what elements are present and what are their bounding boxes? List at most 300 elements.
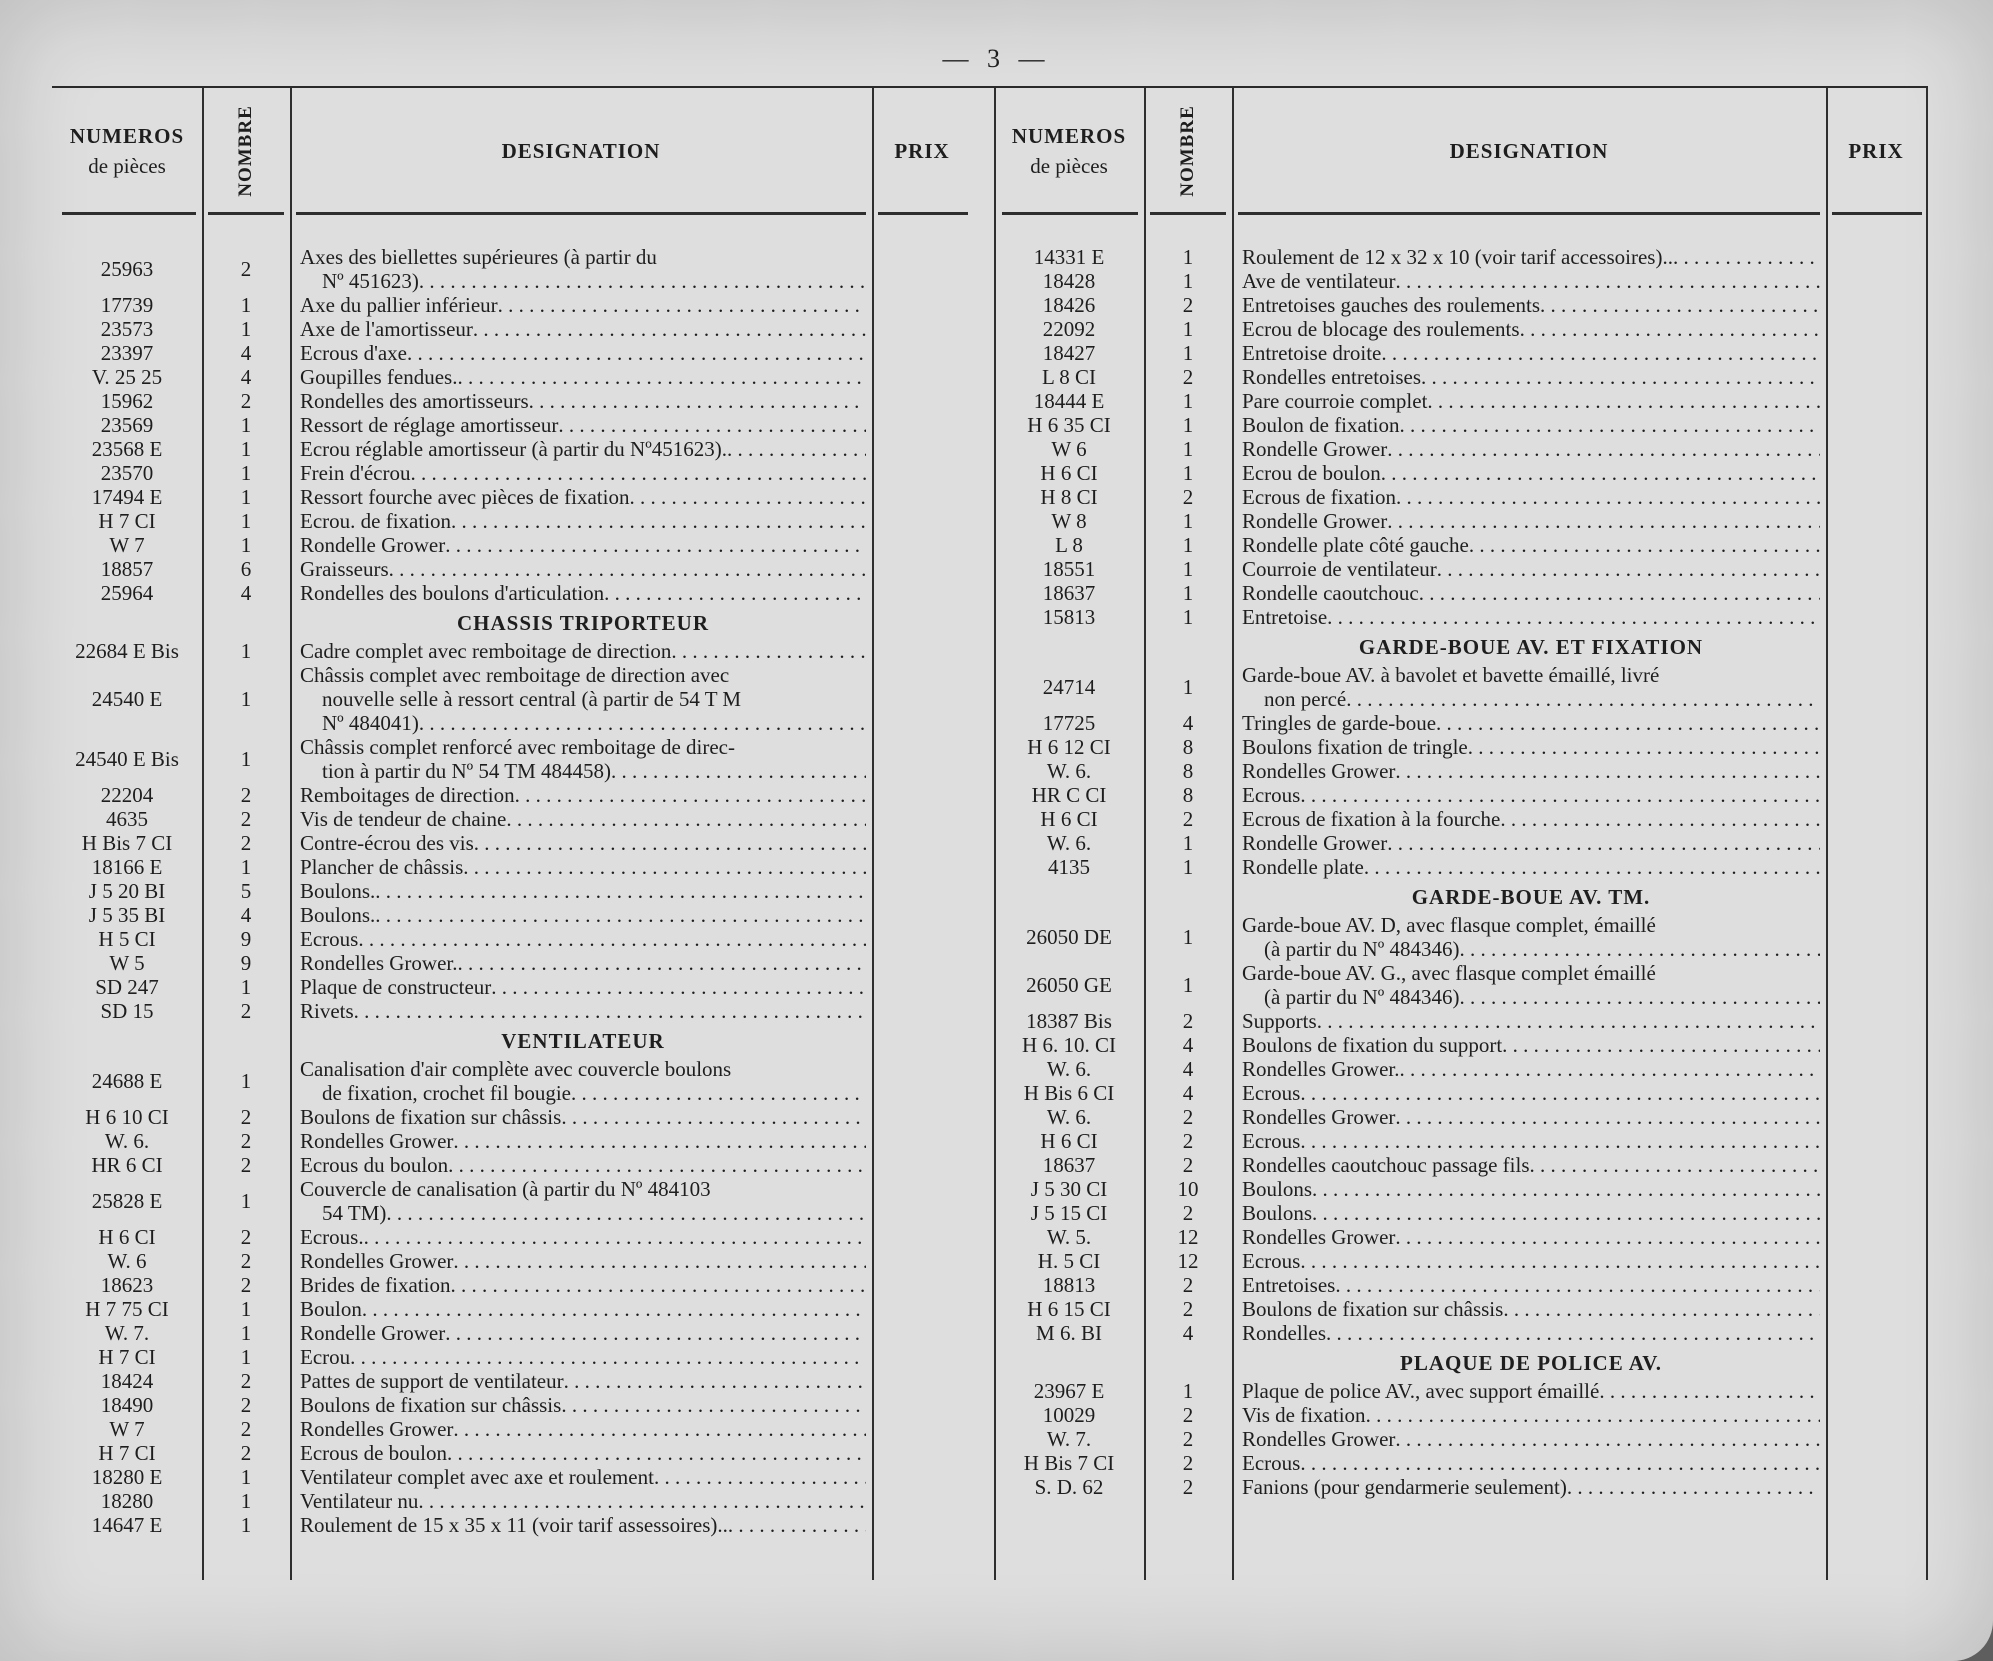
header-prix (872, 88, 972, 214)
part-number: 18637 (1042, 581, 1096, 605)
dot-leader (1502, 1033, 1820, 1057)
table-row (52, 783, 972, 807)
table-row (994, 1081, 1928, 1105)
designation-text: Pattes de support de ventilateur (300, 1369, 564, 1393)
quantity: 4 (1182, 711, 1194, 735)
table-row (994, 1403, 1928, 1427)
designation-text: Tringles de garde-boue (1242, 711, 1437, 735)
designation-line (300, 1057, 866, 1081)
designation-text: Ressort de réglage amortisseur (300, 413, 559, 437)
dot-leader (1300, 1081, 1820, 1105)
part-number: 25964 (100, 581, 154, 605)
designation (300, 1225, 866, 1249)
table-row (994, 735, 1928, 759)
dot-leader (1364, 855, 1820, 879)
designation-text: Ecrous du boulon (300, 1153, 449, 1177)
dot-leader (419, 269, 866, 293)
header-rule (1238, 212, 1820, 215)
quantity: 2 (240, 1153, 252, 1177)
designation-text: Ave de ventilateur (1242, 269, 1396, 293)
designation-text: Fanions (pour gendarmerie seulement) (1242, 1475, 1567, 1499)
part-number: 18623 (100, 1273, 154, 1297)
quantity: 1 (240, 1189, 252, 1213)
quantity: 2 (240, 1105, 252, 1129)
designation-line (1242, 1249, 1820, 1273)
designation-text: Ecrous. (300, 1225, 364, 1249)
quantity: 1 (240, 509, 252, 533)
part-number: 18637 (1042, 1153, 1096, 1177)
designation-text: de fixation, crochet fil bougie (322, 1081, 571, 1105)
part-number: 15962 (100, 389, 154, 413)
designation-text: Plaque de police AV., avec support émaillé (1242, 1379, 1600, 1403)
designation-text: Entretoise (1242, 605, 1328, 629)
quantity: 2 (1182, 1427, 1194, 1451)
dot-leader (1300, 1249, 1820, 1273)
part-number: 23569 (100, 413, 154, 437)
header-prix-label: PRIX (1848, 139, 1904, 163)
table-row (994, 1321, 1928, 1345)
table-row (994, 1153, 1928, 1177)
designation-line (1242, 269, 1820, 293)
designation (1242, 605, 1820, 629)
table-row (52, 1273, 972, 1297)
designation-line (1242, 1297, 1820, 1321)
designation (1242, 485, 1820, 509)
table-row (994, 413, 1928, 437)
part-number: H 6 CI (98, 1225, 156, 1249)
designation-line (300, 831, 866, 855)
dot-leader (1427, 389, 1820, 413)
designation-line (300, 485, 866, 509)
designation-line (300, 1273, 866, 1297)
designation-line (1242, 461, 1820, 485)
designation-line (300, 1081, 866, 1105)
designation (300, 1369, 866, 1393)
header-nombre (1144, 88, 1232, 214)
designation-line (1242, 509, 1820, 533)
table-row (994, 605, 1928, 629)
quantity: 1 (240, 533, 252, 557)
table-row (52, 855, 972, 879)
quantity: 1 (240, 975, 252, 999)
designation-text: Frein d'écrou (300, 461, 411, 485)
designation-text: Entretoises gauches des roulements (1242, 293, 1540, 317)
designation (300, 461, 866, 485)
dot-leader (671, 639, 866, 663)
designation-text: Rondelles Grower (300, 1129, 454, 1153)
designation-line (1242, 1273, 1820, 1297)
section-heading (52, 605, 972, 639)
quantity: 1 (1182, 341, 1194, 365)
table-row (52, 437, 972, 461)
designation-text: Boulon de fixation (1242, 413, 1400, 437)
table-row (994, 389, 1928, 413)
designation-text: Rondelle Grower (1242, 509, 1388, 533)
designation (1242, 1177, 1820, 1201)
designation (1242, 1201, 1820, 1225)
table-row (52, 831, 972, 855)
part-number: 18427 (1042, 341, 1096, 365)
part-number: 22092 (1042, 317, 1096, 341)
quantity: 12 (1177, 1249, 1199, 1273)
designation-line (1242, 961, 1820, 985)
table-row (52, 951, 972, 975)
quantity: 1 (240, 1465, 252, 1489)
quantity: 1 (240, 1513, 252, 1537)
designation-text: Vis de fixation (1242, 1403, 1366, 1427)
designation-line (1242, 341, 1820, 365)
designation-line (300, 557, 866, 581)
dot-leader (1503, 1297, 1820, 1321)
designation-line (300, 1393, 866, 1417)
designation (300, 855, 866, 879)
part-number: 18857 (100, 557, 154, 581)
part-number: W. 6. (1046, 831, 1092, 855)
designation-line (1242, 557, 1820, 581)
section-title: VENTILATEUR (501, 1029, 665, 1053)
dot-leader (1335, 1273, 1820, 1297)
designation (300, 831, 866, 855)
designation-line (1242, 831, 1820, 855)
designation-text: Roulement de 12 x 32 x 10 (voir tarif accessoires).. (1242, 245, 1673, 269)
quantity: 4 (1182, 1321, 1194, 1345)
quantity: 1 (1182, 581, 1194, 605)
dot-leader (654, 1465, 866, 1489)
designation-line (300, 879, 866, 903)
designation-text: Rondelle plate côté gauche (1242, 533, 1469, 557)
designation (1242, 807, 1820, 831)
designation (300, 1417, 866, 1441)
designation-text: (à partir du Nº 484346) (1264, 985, 1460, 1009)
designation (300, 1489, 866, 1513)
designation-text: Rondelles Grower (1242, 1105, 1396, 1129)
table-row (52, 365, 972, 389)
designation-text: Supports (1242, 1009, 1317, 1033)
quantity: 2 (240, 1249, 252, 1273)
part-number: 23967 E (1033, 1379, 1105, 1403)
designation-text: Plancher de châssis (300, 855, 464, 879)
dot-leader (453, 1417, 866, 1441)
quantity: 4 (240, 365, 252, 389)
part-number: H 7 CI (98, 1345, 156, 1369)
quantity: 2 (1182, 1273, 1194, 1297)
designation (300, 975, 866, 999)
designation-line (1242, 1009, 1820, 1033)
designation-line (300, 1369, 866, 1393)
table-header (52, 88, 972, 214)
designation-line (300, 735, 866, 759)
dot-leader (1468, 735, 1820, 759)
designation-text: Graisseurs (300, 557, 389, 581)
designation (300, 533, 866, 557)
designation-line (1242, 759, 1820, 783)
table-row (994, 341, 1928, 365)
table-row (52, 1369, 972, 1393)
quantity: 9 (240, 951, 252, 975)
table-row (994, 557, 1928, 581)
designation-line (1242, 783, 1820, 807)
designation-line (1242, 687, 1820, 711)
designation (1242, 1427, 1820, 1451)
part-number: 18428 (1042, 269, 1096, 293)
designation-text: Rondelle Grower (300, 1321, 446, 1345)
quantity: 4 (240, 903, 252, 927)
designation (300, 1177, 866, 1225)
part-number: 23397 (100, 341, 154, 365)
part-number: H 6 15 CI (1027, 1297, 1111, 1321)
dot-leader (1366, 1403, 1820, 1427)
designation-text: Nº 484041) (322, 711, 419, 735)
quantity: 1 (240, 1345, 252, 1369)
part-number: 18280 E (91, 1465, 163, 1489)
designation (1242, 557, 1820, 581)
designation-text: Entretoises (1242, 1273, 1336, 1297)
table-row (994, 365, 1928, 389)
quantity: 12 (1177, 1225, 1199, 1249)
table-row (994, 831, 1928, 855)
designation (1242, 1475, 1820, 1499)
right-half (994, 88, 1928, 1580)
designation-line (300, 759, 866, 783)
designation-line (1242, 533, 1820, 557)
quantity: 1 (240, 1489, 252, 1513)
quantity: 4 (240, 581, 252, 605)
table-row (994, 293, 1928, 317)
designation-line (300, 687, 866, 711)
designation-text: Plaque de constructeur (300, 975, 492, 999)
designation-text: Ecrous (1242, 783, 1301, 807)
table-row (994, 855, 1928, 879)
part-number: SD 15 (100, 999, 154, 1023)
designation-line (300, 663, 866, 687)
designation-text: Contre-écrou des vis (300, 831, 474, 855)
part-number: 18280 (100, 1489, 154, 1513)
part-number: 18166 E (91, 855, 163, 879)
table-row (52, 461, 972, 485)
dot-leader (1300, 1129, 1820, 1153)
dot-leader (453, 1129, 866, 1153)
quantity: 2 (1182, 1297, 1194, 1321)
part-number: J 5 15 CI (1030, 1201, 1108, 1225)
designation (300, 807, 866, 831)
table-row (994, 1201, 1928, 1225)
designation-line (1242, 1321, 1820, 1345)
dot-leader (728, 1513, 866, 1537)
dot-leader (1387, 509, 1820, 533)
dot-leader (561, 1105, 866, 1129)
dot-leader (457, 951, 866, 975)
designation-line (300, 927, 866, 951)
dot-leader (558, 413, 866, 437)
part-number: W. 6 (107, 1249, 147, 1273)
quantity: 4 (1182, 1081, 1194, 1105)
header-prix (1826, 88, 1926, 214)
part-number: W 6 (1051, 437, 1087, 461)
dot-leader (561, 1393, 866, 1417)
designation-line (1242, 1177, 1820, 1201)
designation (300, 927, 866, 951)
dot-leader (629, 485, 866, 509)
quantity: 1 (1182, 437, 1194, 461)
header-nombre (202, 88, 290, 214)
quantity: 2 (1182, 1451, 1194, 1475)
dot-leader (1395, 1105, 1820, 1129)
designation-text: Nº 451623) (322, 269, 419, 293)
designation-line (1242, 937, 1820, 961)
table-row (52, 533, 972, 557)
designation (300, 735, 866, 783)
part-number: W. 6. (104, 1129, 150, 1153)
quantity: 2 (1182, 1403, 1194, 1427)
dot-leader (1419, 581, 1820, 605)
table-row (994, 1427, 1928, 1451)
dot-leader (1436, 711, 1820, 735)
designation (1242, 1081, 1820, 1105)
part-number: V. 25 25 (91, 365, 163, 389)
section-title: GARDE-BOUE AV. ET FIXATION (1358, 635, 1704, 659)
designation (300, 1249, 866, 1273)
quantity: 1 (1182, 533, 1194, 557)
quantity: 2 (240, 1129, 252, 1153)
designation-line (300, 1465, 866, 1489)
table-row (52, 1465, 972, 1489)
designation-line (300, 1153, 866, 1177)
part-number: S. D. 62 (1034, 1475, 1104, 1499)
table-row (52, 975, 972, 999)
quantity: 2 (1182, 1201, 1194, 1225)
dot-leader (451, 509, 866, 533)
designation (1242, 1105, 1820, 1129)
dot-leader (611, 759, 866, 783)
designation (300, 485, 866, 509)
designation (1242, 735, 1820, 759)
part-number: 26050 DE (1026, 925, 1112, 949)
part-number: 24540 E Bis (75, 747, 179, 771)
table-row (994, 1379, 1928, 1403)
dot-leader (571, 1081, 866, 1105)
part-number: 24714 (1042, 675, 1096, 699)
designation-text: Ecrou (300, 1345, 351, 1369)
designation-line (1242, 807, 1820, 831)
designation-line (300, 461, 866, 485)
designation (300, 317, 866, 341)
header-rule (296, 212, 866, 215)
quantity: 1 (1182, 509, 1194, 533)
designation-line (1242, 1403, 1820, 1427)
dot-leader (457, 365, 866, 389)
quantity: 4 (1182, 1033, 1194, 1057)
designation (1242, 365, 1820, 389)
designation-line (1242, 663, 1820, 687)
quantity: 2 (240, 389, 252, 413)
designation (1242, 389, 1820, 413)
part-number: J 5 35 BI (88, 903, 166, 927)
designation (300, 1441, 866, 1465)
table-row (994, 913, 1928, 961)
quantity: 8 (1182, 783, 1194, 807)
dot-leader (447, 1441, 866, 1465)
designation-line (1242, 1379, 1820, 1403)
designation-text: Cadre complet avec remboitage de direction (300, 639, 672, 663)
designation-text: Ecrous (1242, 1249, 1301, 1273)
header-rule (1002, 212, 1138, 215)
designation (300, 413, 866, 437)
quantity: 2 (240, 1369, 252, 1393)
part-number: H Bis 7 CI (1023, 1451, 1115, 1475)
part-number: HR 6 CI (91, 1153, 163, 1177)
dot-leader (1396, 485, 1820, 509)
part-number: H 7 75 CI (85, 1297, 169, 1321)
designation-text: Boulons. (300, 879, 376, 903)
designation (300, 1393, 866, 1417)
quantity: 2 (240, 1441, 252, 1465)
part-number: L 8 CI (1041, 365, 1097, 389)
table-row (994, 437, 1928, 461)
designation-text: Pare courroie complet (1242, 389, 1428, 413)
designation-line (300, 317, 866, 341)
table-row (52, 1225, 972, 1249)
header-rule (878, 212, 968, 215)
designation-line (1242, 605, 1820, 629)
designation (300, 903, 866, 927)
quantity: 1 (240, 1321, 252, 1345)
designation-text: Rondelle Grower (1242, 831, 1388, 855)
designation-line (1242, 913, 1820, 937)
table-row (52, 509, 972, 533)
quantity: 1 (1182, 1379, 1194, 1403)
quantity: 1 (240, 461, 252, 485)
designation-line (1242, 1105, 1820, 1129)
section-heading (52, 1023, 972, 1057)
designation (300, 1129, 866, 1153)
designation-line (300, 341, 866, 365)
section-heading (994, 879, 1928, 913)
part-number: 23573 (100, 317, 154, 341)
quantity: 1 (240, 1297, 252, 1321)
part-number: H Bis 6 CI (1023, 1081, 1115, 1105)
designation (300, 293, 866, 317)
table-row (52, 293, 972, 317)
designation-line (1242, 1201, 1820, 1225)
header-designation-label: DESIGNATION (1449, 139, 1609, 163)
designation-text: Ecrous d'axe (300, 341, 407, 365)
part-number: H. 5 CI (1037, 1249, 1101, 1273)
designation-line (300, 509, 866, 533)
parts-table (52, 86, 1928, 1580)
dot-leader (407, 341, 866, 365)
dot-leader (564, 1369, 866, 1393)
designation (300, 1273, 866, 1297)
quantity: 8 (1182, 759, 1194, 783)
designation-text: 54 TM) (322, 1201, 387, 1225)
part-number: J 5 30 CI (1030, 1177, 1108, 1201)
designation (300, 1321, 866, 1345)
designation-text: Boulons de fixation du support (1242, 1033, 1503, 1057)
quantity: 9 (240, 927, 252, 951)
table-row (52, 341, 972, 365)
header-numeros-label: NUMEROS (69, 124, 185, 148)
dot-leader (362, 1297, 866, 1321)
table-row (994, 461, 1928, 485)
part-number: 18813 (1042, 1273, 1096, 1297)
quantity: 1 (240, 747, 252, 771)
section-heading (994, 629, 1928, 663)
table-row (994, 1475, 1928, 1499)
designation-text: Boulons (1242, 1201, 1313, 1225)
designation-text: Rondelles Grower (1242, 1427, 1396, 1451)
part-number: 18444 E (1033, 389, 1105, 413)
designation-line (1242, 389, 1820, 413)
